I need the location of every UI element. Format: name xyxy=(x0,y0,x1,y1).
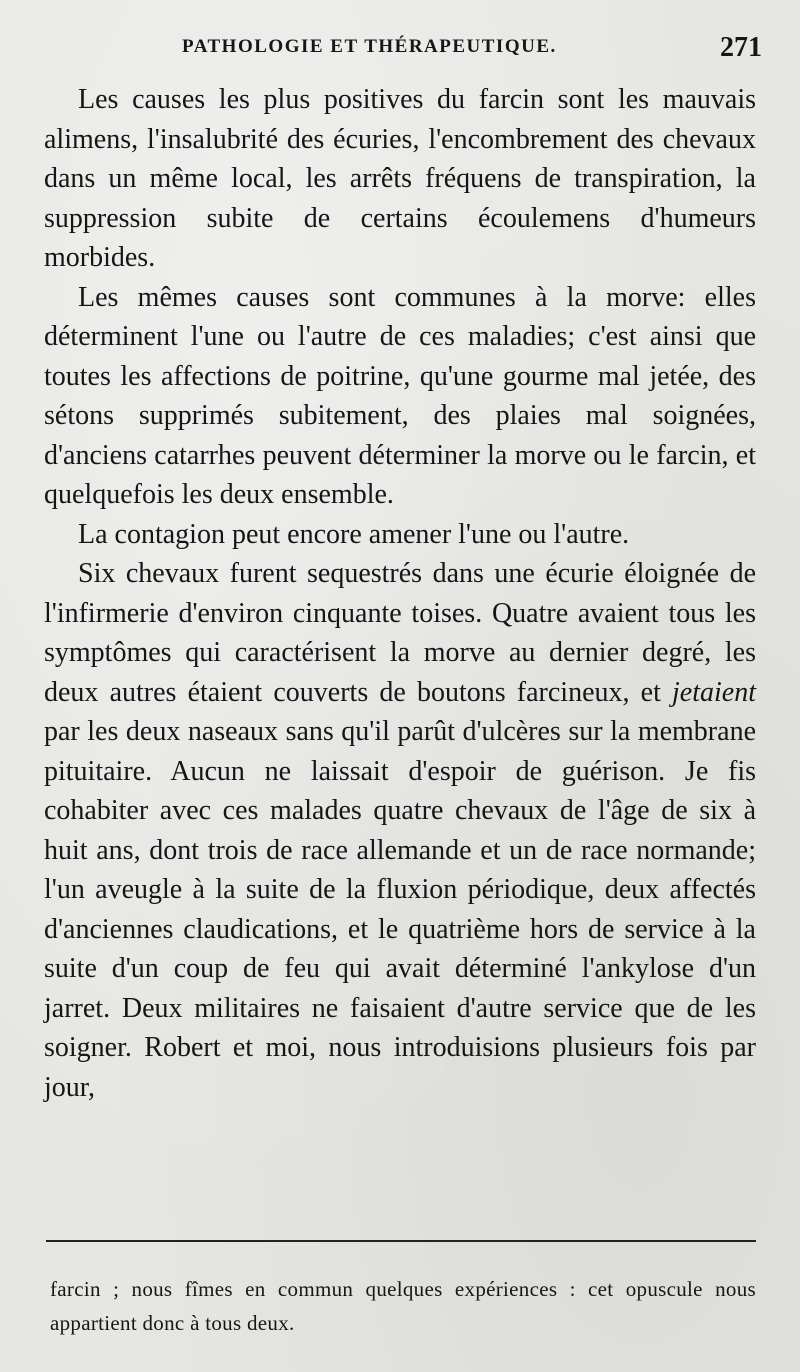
footnote-rule xyxy=(46,1240,756,1242)
running-head: PATHOLOGIE ET THÉRAPEUTIQUE. xyxy=(182,36,557,57)
page-number: 271 xyxy=(720,32,762,63)
page-header xyxy=(182,32,762,70)
paragraph-4-text-a: Six chevaux furent sequestrés dans une écurie éloignée de l'infirmerie d'environ cinquante toises. Quatre avaient tous les symptômes qui caractérisent la morve au dernier degré, les deux autres étaient couverts de boutons farcineux, et xyxy=(44,558,756,708)
paragraph-1: Les causes les plus positives du farcin sont les mauvais alimens, l'insalubrité des écuries, l'encombrement des chevaux dans un même local, les arrêts fréquens de transpiration, la suppression subite de certains écoulemens d'humeurs morbides. xyxy=(44,84,756,273)
footnote-text: farcin ; nous fîmes en commun quelques expériences : cet opuscule nous appartient donc à tous deux. xyxy=(50,1277,756,1335)
paragraph-4-text-b: par les deux naseaux sans qu'il parût d'ulcères sur la membrane pituitaire. Aucun ne laissait d'espoir de guérison. Je fis cohabiter avec ces malades quatre chevaux de l'âge de six à huit ans, dont trois de race allemande et un de race normande; l'un aveugle à la suite de la fluxion périodique, deux affectés d'anciennes claudications, et le quatrième hors de service à la suite d'un coup de feu qui avait déterminé l'ankylose d'un jarret. Deux militaires ne faisaient d'autre service que de les soigner. Robert et moi, nous introduisions plusieurs fois par jour, xyxy=(44,716,756,1103)
paragraph-4 xyxy=(44,554,756,1107)
paragraph-2: Les mêmes causes sont communes à la morve: elles déterminent l'une ou l'autre de ces maladies; c'est ainsi que toutes les affections de poitrine, qu'une gourme mal jetée, des sétons supprimés subitement, des plaies mal soignées, d'anciens catarrhes peuvent déterminer la morve ou le farcin, et quelquefois les deux ensemble. xyxy=(44,281,756,510)
paragraph-4-italic-word: jetaient xyxy=(672,676,756,708)
body-text xyxy=(44,80,756,1107)
paragraph-3: La contagion peut encore amener l'une ou l'autre. xyxy=(78,518,630,550)
footnote xyxy=(50,1272,756,1340)
